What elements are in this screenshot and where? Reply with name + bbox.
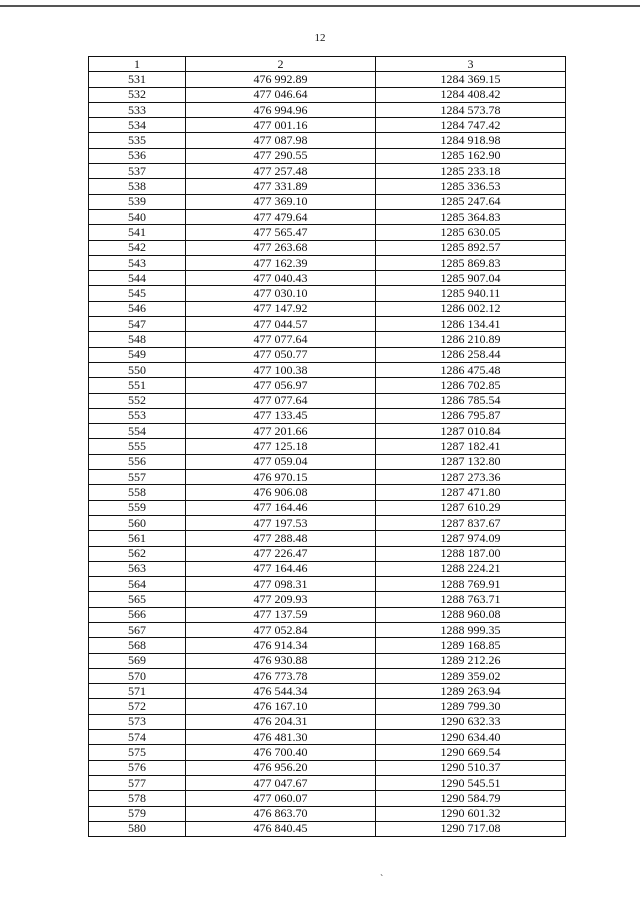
- x-coordinate-cell: 477 100.38: [186, 362, 376, 377]
- table-row: [89, 745, 566, 760]
- point-number-cell: 534: [89, 118, 186, 133]
- y-coordinate-cell: 1290 601.32: [376, 806, 566, 821]
- y-coordinate-cell: 1285 233.18: [376, 164, 566, 179]
- table-row: [89, 393, 566, 408]
- point-number-cell: 549: [89, 347, 186, 362]
- point-number-cell: 541: [89, 225, 186, 240]
- y-coordinate-cell: 1287 010.84: [376, 424, 566, 439]
- y-coordinate-cell: 1286 785.54: [376, 393, 566, 408]
- table-row: [89, 164, 566, 179]
- table-row: [89, 577, 566, 592]
- x-coordinate-cell: 476 914.34: [186, 638, 376, 653]
- point-number-cell: 533: [89, 102, 186, 117]
- point-number-cell: 566: [89, 607, 186, 622]
- point-number-cell: 578: [89, 791, 186, 806]
- point-number-cell: 556: [89, 454, 186, 469]
- x-coordinate-cell: 477 369.10: [186, 194, 376, 209]
- point-number-cell: 563: [89, 561, 186, 576]
- y-coordinate-cell: 1288 187.00: [376, 546, 566, 561]
- point-number-cell: 552: [89, 393, 186, 408]
- y-coordinate-cell: 1290 510.37: [376, 760, 566, 775]
- x-coordinate-cell: 477 257.48: [186, 164, 376, 179]
- x-coordinate-cell: 477 147.92: [186, 301, 376, 316]
- x-coordinate-cell: 477 059.04: [186, 454, 376, 469]
- point-number-cell: 577: [89, 775, 186, 790]
- x-coordinate-cell: 477 087.98: [186, 133, 376, 148]
- x-coordinate-cell: 476 840.45: [186, 821, 376, 836]
- x-coordinate-cell: 477 164.46: [186, 500, 376, 515]
- x-coordinate-cell: 477 288.48: [186, 531, 376, 546]
- point-number-cell: 557: [89, 470, 186, 485]
- x-coordinate-cell: 477 263.68: [186, 240, 376, 255]
- table-row: [89, 653, 566, 668]
- point-number-cell: 580: [89, 821, 186, 836]
- x-coordinate-cell: 477 331.89: [186, 179, 376, 194]
- table-row: [89, 209, 566, 224]
- x-coordinate-cell: 476 481.30: [186, 730, 376, 745]
- point-number-cell: 567: [89, 622, 186, 637]
- x-coordinate-cell: 477 077.64: [186, 332, 376, 347]
- x-coordinate-cell: 476 992.89: [186, 72, 376, 87]
- point-number-cell: 565: [89, 592, 186, 607]
- x-coordinate-cell: 477 056.97: [186, 378, 376, 393]
- y-coordinate-cell: 1284 408.42: [376, 87, 566, 102]
- point-number-cell: 544: [89, 271, 186, 286]
- point-number-cell: 545: [89, 286, 186, 301]
- x-coordinate-cell: 476 970.15: [186, 470, 376, 485]
- y-coordinate-cell: 1290 632.33: [376, 714, 566, 729]
- x-coordinate-cell: 476 863.70: [186, 806, 376, 821]
- table-row: [89, 546, 566, 561]
- point-number-cell: 538: [89, 179, 186, 194]
- x-coordinate-cell: 477 162.39: [186, 255, 376, 270]
- point-number-cell: 561: [89, 531, 186, 546]
- x-coordinate-cell: 477 133.45: [186, 408, 376, 423]
- y-coordinate-cell: 1290 584.79: [376, 791, 566, 806]
- table-row: [89, 775, 566, 790]
- table-row: [89, 714, 566, 729]
- y-coordinate-cell: 1287 837.67: [376, 515, 566, 530]
- table-row: [89, 286, 566, 301]
- y-coordinate-cell: 1287 132.80: [376, 454, 566, 469]
- y-coordinate-cell: 1288 224.21: [376, 561, 566, 576]
- y-coordinate-cell: 1285 907.04: [376, 271, 566, 286]
- point-number-cell: 571: [89, 684, 186, 699]
- y-coordinate-cell: 1284 573.78: [376, 102, 566, 117]
- table-row: [89, 791, 566, 806]
- table-row: [89, 179, 566, 194]
- table-row: [89, 332, 566, 347]
- y-coordinate-cell: 1286 002.12: [376, 301, 566, 316]
- table-row: [89, 225, 566, 240]
- table-row: [89, 454, 566, 469]
- table-row: [89, 118, 566, 133]
- table-row: [89, 102, 566, 117]
- y-coordinate-cell: 1288 960.08: [376, 607, 566, 622]
- y-coordinate-cell: 1284 369.15: [376, 72, 566, 87]
- column-header-1: 1: [89, 57, 186, 72]
- point-number-cell: 573: [89, 714, 186, 729]
- x-coordinate-cell: 477 209.93: [186, 592, 376, 607]
- point-number-cell: 539: [89, 194, 186, 209]
- table-row: [89, 515, 566, 530]
- x-coordinate-cell: 477 226.47: [186, 546, 376, 561]
- x-coordinate-cell: 477 197.53: [186, 515, 376, 530]
- point-number-cell: 555: [89, 439, 186, 454]
- table-row: [89, 87, 566, 102]
- x-coordinate-cell: 477 046.64: [186, 87, 376, 102]
- y-coordinate-cell: 1286 134.41: [376, 317, 566, 332]
- y-coordinate-cell: 1287 974.09: [376, 531, 566, 546]
- table-row: [89, 622, 566, 637]
- y-coordinate-cell: 1289 799.30: [376, 699, 566, 714]
- table-row: [89, 531, 566, 546]
- y-coordinate-cell: 1290 545.51: [376, 775, 566, 790]
- point-number-cell: 569: [89, 653, 186, 668]
- y-coordinate-cell: 1287 273.36: [376, 470, 566, 485]
- x-coordinate-cell: 477 077.64: [186, 393, 376, 408]
- table-row: [89, 699, 566, 714]
- point-number-cell: 543: [89, 255, 186, 270]
- y-coordinate-cell: 1287 182.41: [376, 439, 566, 454]
- y-coordinate-cell: 1288 769.91: [376, 577, 566, 592]
- y-coordinate-cell: 1285 940.11: [376, 286, 566, 301]
- y-coordinate-cell: 1285 869.83: [376, 255, 566, 270]
- table-row: [89, 194, 566, 209]
- point-number-cell: 547: [89, 317, 186, 332]
- point-number-cell: 531: [89, 72, 186, 87]
- y-coordinate-cell: 1289 359.02: [376, 668, 566, 683]
- table-row: [89, 485, 566, 500]
- table-row: [89, 255, 566, 270]
- point-number-cell: 536: [89, 148, 186, 163]
- point-number-cell: 570: [89, 668, 186, 683]
- point-number-cell: 572: [89, 699, 186, 714]
- point-number-cell: 551: [89, 378, 186, 393]
- table-row: [89, 148, 566, 163]
- x-coordinate-cell: 477 047.67: [186, 775, 376, 790]
- x-coordinate-cell: 477 060.07: [186, 791, 376, 806]
- x-coordinate-cell: 477 030.10: [186, 286, 376, 301]
- coordinates-table: [88, 56, 566, 837]
- table-row: [89, 821, 566, 836]
- table-row: [89, 730, 566, 745]
- point-number-cell: 553: [89, 408, 186, 423]
- table-row: [89, 806, 566, 821]
- y-coordinate-cell: 1286 475.48: [376, 362, 566, 377]
- column-header-2: 2: [186, 57, 376, 72]
- x-coordinate-cell: 477 098.31: [186, 577, 376, 592]
- y-coordinate-cell: 1286 210.89: [376, 332, 566, 347]
- x-coordinate-cell: 477 050.77: [186, 347, 376, 362]
- x-coordinate-cell: 476 773.78: [186, 668, 376, 683]
- y-coordinate-cell: 1284 747.42: [376, 118, 566, 133]
- point-number-cell: 564: [89, 577, 186, 592]
- x-coordinate-cell: 477 001.16: [186, 118, 376, 133]
- point-number-cell: 579: [89, 806, 186, 821]
- x-coordinate-cell: 477 164.46: [186, 561, 376, 576]
- y-coordinate-cell: 1284 918.98: [376, 133, 566, 148]
- x-coordinate-cell: 477 052.84: [186, 622, 376, 637]
- table-row: [89, 362, 566, 377]
- y-coordinate-cell: 1287 471.80: [376, 485, 566, 500]
- table-row: [89, 684, 566, 699]
- point-number-cell: 575: [89, 745, 186, 760]
- point-number-cell: 550: [89, 362, 186, 377]
- table-row: [89, 271, 566, 286]
- point-number-cell: 554: [89, 424, 186, 439]
- y-coordinate-cell: 1288 999.35: [376, 622, 566, 637]
- table-row: [89, 607, 566, 622]
- table-row: [89, 638, 566, 653]
- point-number-cell: 562: [89, 546, 186, 561]
- x-coordinate-cell: 477 125.18: [186, 439, 376, 454]
- y-coordinate-cell: 1285 364.83: [376, 209, 566, 224]
- point-number-cell: 537: [89, 164, 186, 179]
- y-coordinate-cell: 1289 168.85: [376, 638, 566, 653]
- x-coordinate-cell: 476 544.34: [186, 684, 376, 699]
- table-row: [89, 72, 566, 87]
- x-coordinate-cell: 477 565.47: [186, 225, 376, 240]
- x-coordinate-cell: 477 290.55: [186, 148, 376, 163]
- point-number-cell: 540: [89, 209, 186, 224]
- stray-mark: `: [380, 874, 384, 885]
- column-header-3: 3: [376, 57, 566, 72]
- x-coordinate-cell: 476 700.40: [186, 745, 376, 760]
- y-coordinate-cell: 1290 634.40: [376, 730, 566, 745]
- y-coordinate-cell: 1290 669.54: [376, 745, 566, 760]
- x-coordinate-cell: 476 994.96: [186, 102, 376, 117]
- table-row: [89, 317, 566, 332]
- table-row: [89, 439, 566, 454]
- y-coordinate-cell: 1285 336.53: [376, 179, 566, 194]
- x-coordinate-cell: 476 204.31: [186, 714, 376, 729]
- point-number-cell: 560: [89, 515, 186, 530]
- y-coordinate-cell: 1285 162.90: [376, 148, 566, 163]
- y-coordinate-cell: 1289 212.26: [376, 653, 566, 668]
- point-number-cell: 548: [89, 332, 186, 347]
- point-number-cell: 576: [89, 760, 186, 775]
- x-coordinate-cell: 477 479.64: [186, 209, 376, 224]
- table-row: [89, 240, 566, 255]
- page-number: 12: [314, 32, 326, 44]
- y-coordinate-cell: 1288 763.71: [376, 592, 566, 607]
- table-row: [89, 408, 566, 423]
- point-number-cell: 535: [89, 133, 186, 148]
- x-coordinate-cell: 476 930.88: [186, 653, 376, 668]
- top-rule: [0, 5, 640, 7]
- y-coordinate-cell: 1285 892.57: [376, 240, 566, 255]
- point-number-cell: 542: [89, 240, 186, 255]
- table-body: [89, 72, 566, 837]
- point-number-cell: 532: [89, 87, 186, 102]
- x-coordinate-cell: 476 167.10: [186, 699, 376, 714]
- table-row: [89, 378, 566, 393]
- table-row: [89, 347, 566, 362]
- table-row: [89, 133, 566, 148]
- point-number-cell: 568: [89, 638, 186, 653]
- table-row: [89, 301, 566, 316]
- table-row: [89, 470, 566, 485]
- y-coordinate-cell: 1285 630.05: [376, 225, 566, 240]
- point-number-cell: 574: [89, 730, 186, 745]
- point-number-cell: 559: [89, 500, 186, 515]
- point-number-cell: 558: [89, 485, 186, 500]
- table-row: [89, 592, 566, 607]
- table-row: [89, 760, 566, 775]
- x-coordinate-cell: 477 040.43: [186, 271, 376, 286]
- point-number-cell: 546: [89, 301, 186, 316]
- y-coordinate-cell: 1285 247.64: [376, 194, 566, 209]
- x-coordinate-cell: 477 137.59: [186, 607, 376, 622]
- table-row: [89, 668, 566, 683]
- table-row: [89, 561, 566, 576]
- y-coordinate-cell: 1286 795.87: [376, 408, 566, 423]
- y-coordinate-cell: 1286 258.44: [376, 347, 566, 362]
- x-coordinate-cell: 477 201.66: [186, 424, 376, 439]
- table-header-row: [89, 57, 566, 72]
- x-coordinate-cell: 477 044.57: [186, 317, 376, 332]
- table-row: [89, 500, 566, 515]
- table-row: [89, 424, 566, 439]
- y-coordinate-cell: 1290 717.08: [376, 821, 566, 836]
- y-coordinate-cell: 1289 263.94: [376, 684, 566, 699]
- y-coordinate-cell: 1286 702.85: [376, 378, 566, 393]
- y-coordinate-cell: 1287 610.29: [376, 500, 566, 515]
- x-coordinate-cell: 476 956.20: [186, 760, 376, 775]
- x-coordinate-cell: 476 906.08: [186, 485, 376, 500]
